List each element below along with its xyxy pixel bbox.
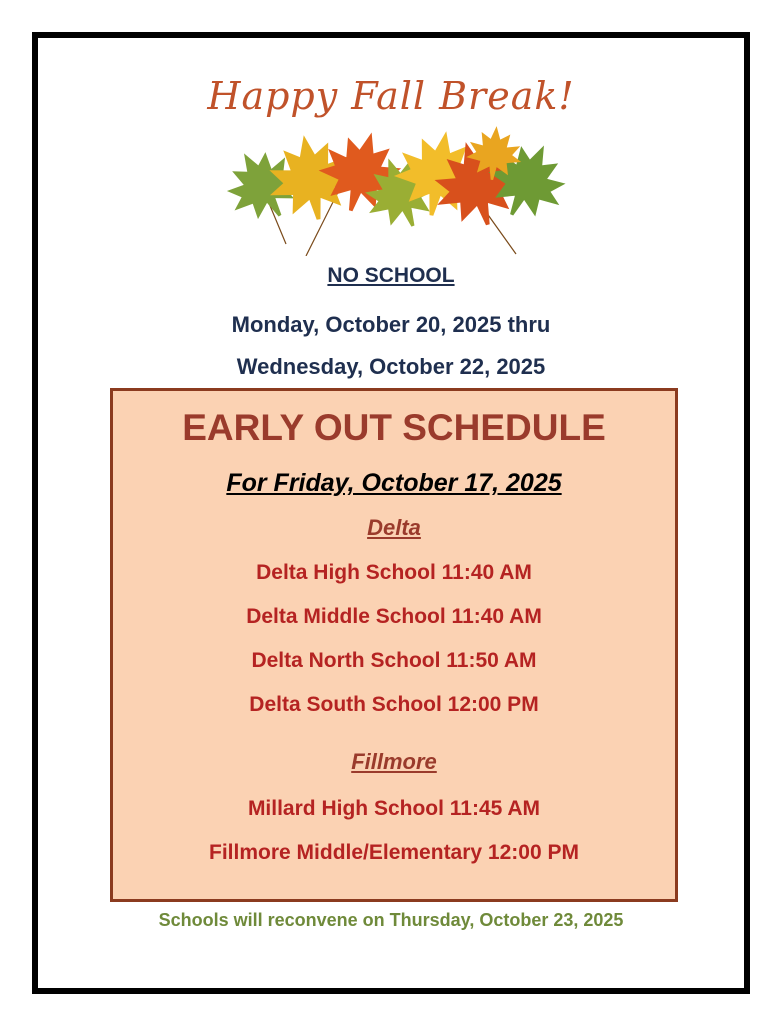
group-heading-fillmore: Fillmore — [351, 749, 437, 774]
closure-start-date: Monday, October 20, 2025 thru — [231, 312, 551, 337]
schedule-item: Millard High School 11:45 AM — [247, 797, 541, 820]
no-school-heading: NO SCHOOL — [327, 264, 455, 287]
flyer-frame — [32, 32, 750, 994]
delta-school-list — [113, 551, 675, 727]
greeting-title: Happy Fall Break! — [207, 74, 575, 118]
early-out-schedule-box — [110, 388, 678, 902]
schedule-item: Delta South School 12:00 PM — [249, 693, 539, 716]
schedule-item: Delta North School 11:50 AM — [251, 649, 537, 672]
schedule-item: Delta High School 11:40 AM — [256, 561, 532, 584]
schedule-title: EARLY OUT SCHEDULE — [182, 407, 606, 448]
closure-dates — [38, 304, 744, 388]
closure-end-date: Wednesday, October 22, 2025 — [236, 354, 546, 379]
maple-leaves-icon — [226, 126, 566, 256]
schedule-item: Delta Middle School 11:40 AM — [246, 605, 542, 628]
schedule-date: For Friday, October 17, 2025 — [226, 469, 562, 497]
reconvene-notice: Schools will reconvene on Thursday, October 23, 2025 — [158, 910, 624, 930]
schedule-item: Fillmore Middle/Elementary 12:00 PM — [209, 841, 579, 864]
group-heading-delta: Delta — [367, 515, 421, 540]
fillmore-school-list — [113, 787, 675, 875]
